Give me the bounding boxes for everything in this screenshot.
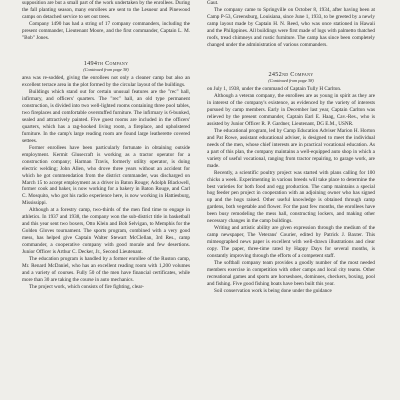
paragraph: The company came to Springville on October 8, 1934, after having been at Camp P-53, Greensburg, Louisiana, since June 1, 1933, to be greeted by a newly camp layout made by Captain H. N. Reed, who was once stationed in Hawaii and the Philippines. All buildings were first made of logs with palmetto thatched roofs, tread chimneys and rustic furniture. The camp has since been completely changed under the administration of various commanders.	[207, 6, 375, 48]
paragraph: Company 1490 has had a string of 17 company commanders, including the present commander, Lieutenant Moore, and the first commander, Captain L. M. "Bob" Jones.	[22, 20, 190, 41]
paragraph: Gaut.	[207, 0, 219, 6]
continued-note: (Continued from page 38)	[83, 66, 129, 72]
paragraph: Although at a forestry camp, two-thirds of the men find time to engage in athletics. In 1937 and 1938, the company won the sub-district title in basketball and this year sent two boxers, Otto Klein and Bob Selvigan, to Memphis for the Golden Gloves tournament. The sports program, combined with a very good mess, has helped give Captain Walter Stewart McClellan, 3rd Res., camp commander, a cooperative company with good morale and few desertions. Junior Officer is Arthur C. Decker, Jr., Second Lieutenant.	[22, 207, 190, 256]
paragraph: Recently, a scientific poultry project was started with plans calling for 100 chicks a week. Experimenting in various breeds will take place to determine the best varieties for both food and egg production. The camp maintains a special hog feeder pen project in cooperation with an adjoining owner who has signed up and the hogs raised. Other useful knowledge is obtained through camp gardens, both vegetable and flower. For the past few months, the enrollees have been busy remodeling the mess hall, constructing lockers, and making other necessary changes in the camp buildings.	[207, 169, 375, 225]
paragraph: The project work, which consists of fire fighting, clear-	[29, 283, 144, 290]
paragraph: area was re-sodded, giving the enrollees not only a cleaner camp but also an excellent terrace area in the plot formed by the circular layout of the buildings.	[22, 75, 190, 89]
paragraph: The softball company team provides a goodly number of the most needed members exercise in competition with other camps and local city teams. Other recreational games and sports are horseshoes, dominoes, checkers, boxing, pool and fishing. Five good fishing boats have been built this year.	[207, 260, 375, 287]
paragraph: on July 1, 1938, under the command of Captain Tully H Carlton.	[207, 86, 342, 93]
paragraph: supposition are but a small part of the work undertaken by the enrollees. During the fall planting season, many enrollees are sent to the Lesueur and Pinewood camps on detached service to set out trees.	[22, 0, 190, 20]
paragraph: Although a veteran company, the enrollees are as young in spirit as they are in interest of the company's existence, as evidenced by the variety of interests pursued by camp members. Early in December last year, Captain Carlton was relieved by the present commander, Captain Earl E. Haag, Cav.-Res., who is assisted by Junior Officer R. P. Gardner, Lieutenant, DG E.M., USNR.	[207, 93, 375, 127]
paragraph: Former enrollees have been particularly fortunate in obtaining outside employment. Kermit Glusecraft is working as a tractor operator for a construction company; Harman Travis, formerly utility operator, is doing electric welding; John Allen, who drove three years without an accident for which he got commendation from the district commander, was discharged on March 15 to accept employment as a driver in Baton Rouge; Adolph Blackwell, former cook and baker, is now working for a bakery in Baton Rouge, and Carl C. Mosquito, who got his radio experience here, is now working in Hattiesburg, Mississippi.	[22, 144, 190, 207]
section-heading-2452nd: 2452nd Company	[268, 70, 314, 78]
right-column	[207, 0, 375, 400]
paragraph: The education program is handled by a former enrollee of the Ruston camp, Mr. Renard McDaniel, who has an excellent reading room with 1,200 volumes and a variety of courses. Fully 50 of the men have financial certificates, while more than 30 are taking the course in auto mechanics.	[22, 256, 190, 283]
paragraph: The educational program, led by Camp Education Adviser Marion H. Horton and Pat Rowe, assistant educational adviser, is designed to meet the individual needs of the men, whose chief interests are in practical vocational education. As a part of this plan, the company maintains a well-equipped auto shop in which a variety of useful vocational, ranging from tractor repairing, to garage work, are made.	[207, 127, 375, 169]
left-column	[22, 0, 190, 400]
continued-note: (Continued from page 38)	[268, 77, 314, 83]
paragraph: Writing and artistic ability are given expression through the medium of the camp newspaper, The Veterans' Courier, edited by Patrick J. Baxter. This mimeographed news paper is excellent with well-drawn illustrations and clear copy. The paper, three-time rated by Happy Days for several months, is constantly improving through the efforts of a competent staff.	[207, 225, 375, 260]
paragraph: Soil conservation work is being done under the guidance	[214, 287, 332, 294]
section-heading-1494th: 1494th Company	[83, 59, 129, 67]
paragraph: Buildings which stand out for certain unusual features are the "rec" hall, infirmary, and officers' quarters. The "rec" hall, an old type permanent construction, is divided into two well-lighted rooms containing three pool tables, two fireplaces and comfortable overstuffed furniture. The infirmary is 6-bunked, sealed and attractively painted. Five guest rooms are included in the officers' quarters, which has a rag-hooked living room, a fireplace, and upholstered furniture. In the camp's large reading room are found large leatherette covered settees.	[22, 89, 190, 144]
